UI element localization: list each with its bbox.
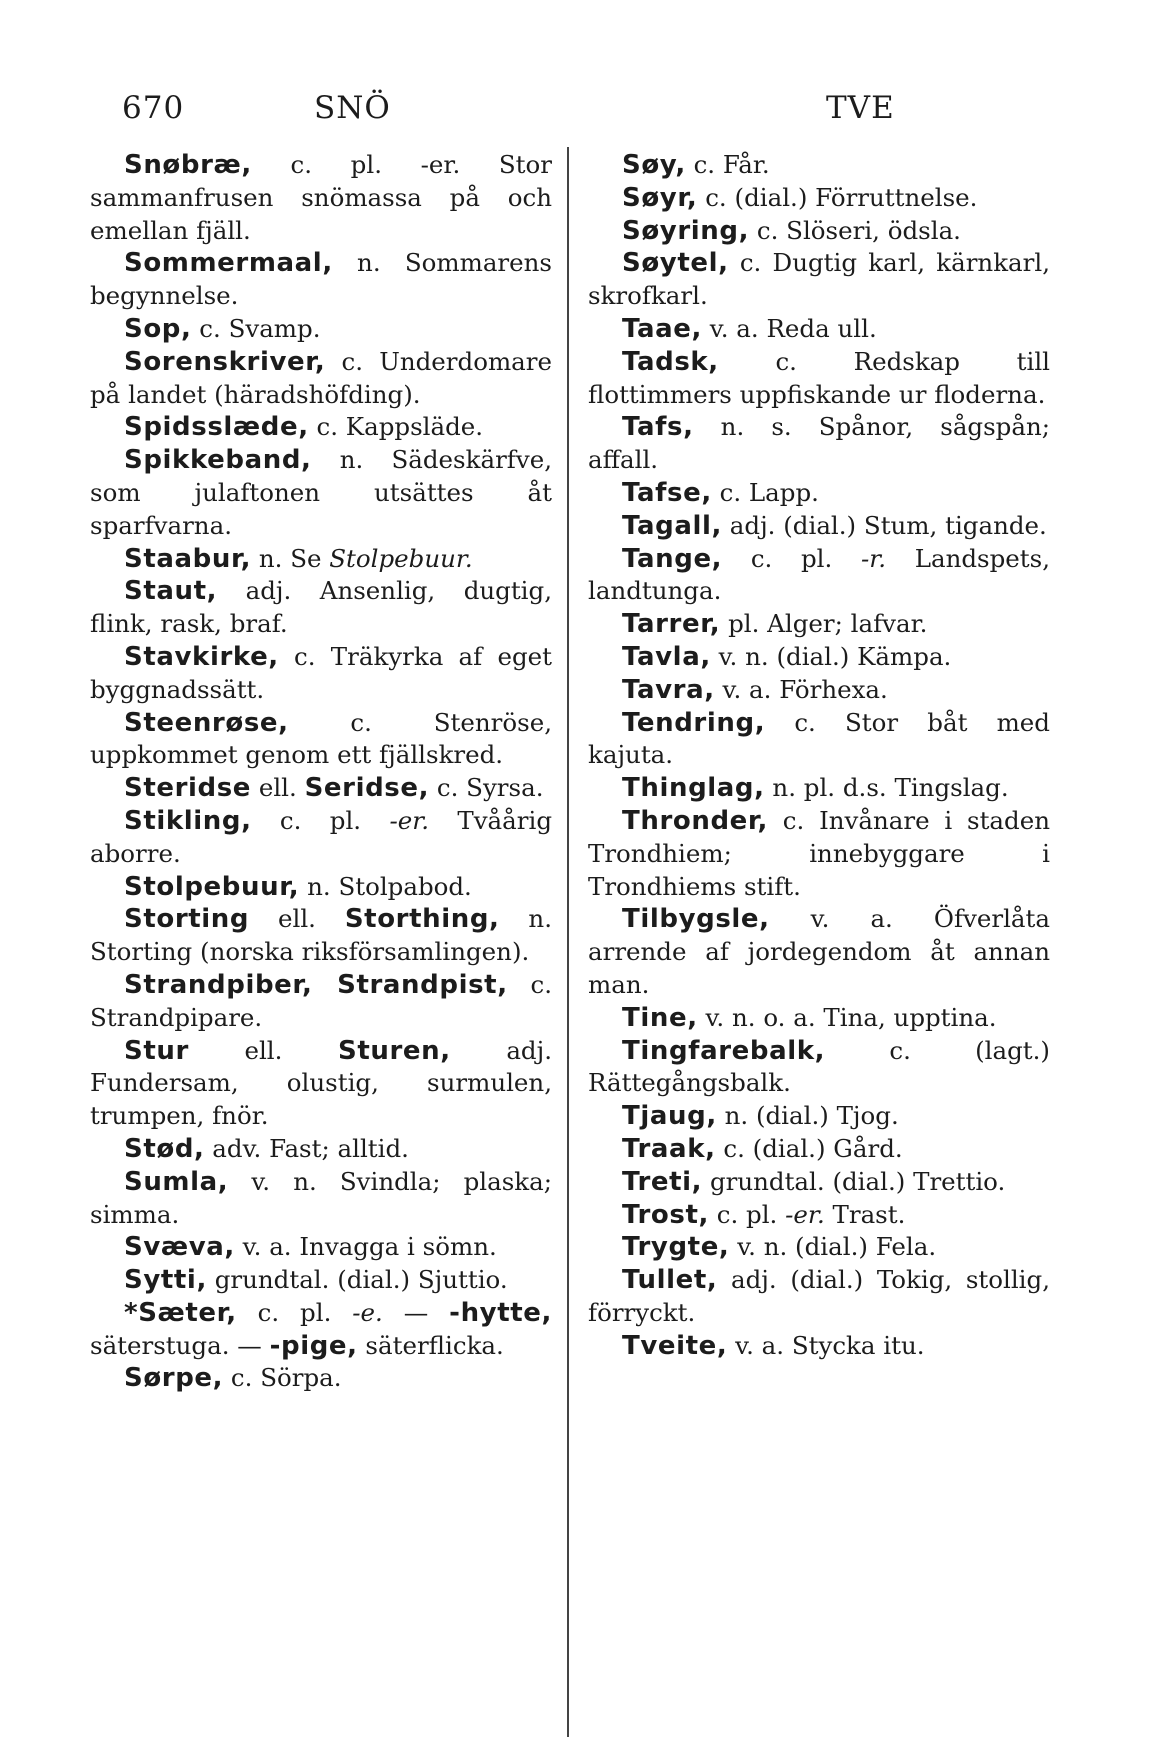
definition-text: v. n. o. a. Tina, upptina.	[697, 1002, 997, 1032]
page-header	[88, 90, 1064, 134]
dictionary-entry	[90, 1133, 552, 1166]
definition-text: c. Strandpipare.	[90, 969, 552, 1032]
headword: Stur	[124, 1035, 189, 1066]
headword: Staabur,	[124, 543, 252, 574]
dictionary-entry	[90, 543, 552, 576]
dictionary-entry	[90, 149, 552, 247]
definition-text: grundtal. (dial.) Sjuttio.	[206, 1265, 508, 1295]
definition-text: v. a. Förhexa.	[714, 674, 888, 704]
headword: Tendring,	[622, 707, 766, 738]
definition-text: pl. Alger; lafvar.	[720, 609, 928, 639]
italic-text: Stolpebuur.	[329, 543, 473, 573]
dictionary-entry	[588, 1035, 1050, 1101]
headword: Staut,	[124, 576, 218, 607]
definition-text: ell.	[249, 904, 345, 934]
definition-text: c. Syrsa.	[429, 773, 544, 803]
headword: Tjaug,	[622, 1101, 717, 1132]
definition-text: grundtal. (dial.) Trettio.	[702, 1166, 1006, 1196]
definition-text: c. (lagt.) Rättegångsbalk.	[588, 1035, 1050, 1098]
definition-text: v. a. Reda ull.	[701, 313, 877, 343]
italic-text: -e.	[352, 1297, 383, 1327]
headword: Sytti,	[124, 1265, 207, 1296]
italic-text: -er.	[785, 1199, 825, 1229]
definition-text: Tvåårig aborre.	[90, 805, 552, 868]
headword: Sop,	[124, 313, 192, 344]
headword: Sommermaal,	[124, 248, 333, 279]
dictionary-entry	[90, 707, 552, 773]
dictionary-entry	[90, 313, 552, 346]
headword: Treti,	[622, 1166, 703, 1197]
headword: Storting	[124, 904, 250, 935]
headword: Tafs,	[622, 412, 694, 443]
headword: Storthing,	[344, 904, 500, 935]
definition-text: c. Får.	[685, 150, 770, 179]
right-column	[588, 149, 1050, 1362]
headword: Stavkirke,	[124, 641, 279, 672]
dictionary-entry	[588, 149, 1050, 182]
dictionary-entry	[90, 1166, 552, 1232]
dictionary-entry	[90, 411, 552, 444]
definition-text: säterflicka.	[357, 1330, 504, 1360]
definition-text: n. s. Spånor, sågspån; affall.	[588, 412, 1050, 475]
dictionary-entry	[588, 1330, 1050, 1363]
definition-text: c. pl.	[236, 1297, 353, 1327]
headword: -hytte,	[449, 1297, 552, 1328]
definition-text: säterstuga. —	[90, 1330, 270, 1360]
italic-text: -r.	[860, 543, 887, 573]
definition-text: n. Sädeskärfve, som julaftonen utsättes åt sparfvarna.	[90, 445, 552, 540]
column-divider	[567, 147, 569, 1737]
headword: Tarrer,	[622, 609, 721, 640]
definition-text: c. pl.	[251, 805, 390, 835]
headword: Taae,	[622, 313, 702, 344]
dictionary-entry	[588, 477, 1050, 510]
definition-text: c. Invånare i staden Trondhiem; innebyggare i Trondhiems stift.	[588, 805, 1050, 901]
headword: Tingfarebalk,	[622, 1035, 826, 1066]
dictionary-entry	[90, 641, 552, 707]
definition-text: c. Underdomare på landet (häradshöfding).	[90, 346, 552, 409]
dictionary-entry	[588, 1100, 1050, 1133]
definition-text: n. Se	[251, 543, 330, 573]
left-column	[90, 149, 552, 1395]
headword: Tafse,	[622, 477, 712, 508]
headword: Traak,	[622, 1133, 716, 1164]
definition-text: n. Stolpabod.	[299, 871, 472, 901]
definition-text: c. Stenröse, uppkommet genom ett fjällskred.	[90, 707, 552, 770]
definition-text: Landspets, landtunga.	[588, 543, 1050, 606]
headword: Søyr,	[622, 182, 698, 213]
definition-text: c. (dial.) Förruttnelse.	[697, 182, 978, 212]
dictionary-entry	[588, 346, 1050, 412]
headword: Tavra,	[622, 674, 715, 705]
headword: Tadsk,	[622, 346, 719, 377]
headword: Søyring,	[622, 215, 750, 246]
definition-text: n. pl. d.s. Tingslag.	[764, 773, 1009, 803]
dictionary-entry	[588, 510, 1050, 543]
dictionary-entry	[588, 1002, 1050, 1035]
dictionary-entry	[588, 182, 1050, 215]
dictionary-entry	[90, 903, 552, 969]
definition-text: v. a. Öfverlåta arrende af jordegendom åt annan man.	[588, 904, 1050, 999]
definition-text: adv. Fast; alltid.	[204, 1133, 409, 1163]
headword: Steenrøse,	[124, 707, 289, 738]
dictionary-entry	[90, 969, 552, 1035]
headword: Stød,	[124, 1133, 205, 1164]
definition-text: c. pl.	[722, 543, 861, 573]
dictionary-entry	[90, 444, 552, 542]
dictionary-entry	[588, 805, 1050, 903]
dictionary-entry	[588, 1166, 1050, 1199]
headword: Stolpebuur,	[124, 871, 300, 902]
headword: Søytel,	[622, 248, 729, 279]
dictionary-entry	[588, 1133, 1050, 1166]
dictionary-entry	[90, 1231, 552, 1264]
headword: Tavla,	[622, 641, 711, 672]
headword: Tange,	[622, 543, 723, 574]
headword: -pige,	[269, 1330, 358, 1361]
dictionary-entry	[588, 247, 1050, 313]
definition-text: adj. (dial.) Stum, tigande.	[722, 510, 1047, 540]
definition-text: Trast.	[824, 1199, 906, 1229]
definition-text: c. Dugtig karl, kärnkarl, skrofkarl.	[588, 248, 1050, 311]
definition-text: adj. Fundersam, olustig, surmulen, trumpen, fnör.	[90, 1035, 552, 1131]
dictionary-entry	[588, 543, 1050, 609]
headword: Tilbygsle,	[622, 904, 770, 935]
dictionary-entry	[588, 903, 1050, 1001]
definition-text: c. (dial.) Gård.	[715, 1133, 903, 1163]
definition-text: c. Slöseri, ödsla.	[749, 215, 961, 245]
headword: Trost,	[622, 1199, 709, 1230]
definition-text: c. Svamp.	[191, 313, 321, 343]
dictionary-entry	[90, 772, 552, 805]
headword: Tullet,	[622, 1265, 718, 1296]
dictionary-entry	[588, 215, 1050, 248]
definition-text: v. a. Invagga i sömn.	[234, 1232, 497, 1262]
headword: Trygte,	[622, 1232, 730, 1263]
definition-text: adj. Ansenlig, dugtig, flink, rask, braf.	[90, 576, 552, 639]
headword: Steridse	[124, 773, 252, 804]
dictionary-entry	[90, 346, 552, 412]
dictionary-entry	[90, 805, 552, 871]
right-guide-word: TVE	[826, 90, 895, 126]
headword: Spikkeband,	[124, 445, 312, 476]
dictionary-entry	[588, 1231, 1050, 1264]
definition-text: c. pl. -er. Stor sammanfrusen snömassa på och emellan fjäll.	[90, 150, 552, 245]
definition-text: v. a. Stycka itu.	[727, 1330, 925, 1360]
definition-text: c. Lapp.	[711, 477, 819, 507]
headword: Svæva,	[124, 1232, 235, 1263]
headword: Sorenskriver,	[124, 346, 326, 377]
dictionary-entry	[90, 1297, 552, 1363]
headword: Seridse,	[304, 773, 430, 804]
headword: Snøbræ,	[124, 150, 252, 180]
dictionary-entry	[90, 575, 552, 641]
headword: Sturen,	[338, 1035, 451, 1066]
dictionary-entry	[588, 313, 1050, 346]
definition-text: v. n. Svindla; plaska; simma.	[90, 1166, 552, 1229]
definition-text: c. Träkyrka af eget byggnadssätt.	[90, 641, 552, 704]
headword: Thronder,	[622, 805, 768, 836]
dictionary-entry	[90, 1035, 552, 1133]
definition-text: n. Storting (norska riksförsamlingen).	[90, 904, 552, 967]
definition-text: c. Stor båt med kajuta.	[588, 707, 1050, 770]
dictionary-entry	[588, 1199, 1050, 1232]
headword: Strandpiber, Strandpist,	[124, 969, 508, 1000]
definition-text: —	[382, 1297, 450, 1327]
dictionary-entry	[588, 641, 1050, 674]
headword: *Sæter,	[124, 1297, 237, 1328]
definition-text: v. n. (dial.) Kämpa.	[710, 641, 952, 671]
definition-text: c. Kappsläde.	[308, 412, 484, 442]
definition-text: ell.	[251, 773, 305, 803]
definition-text: n. Sommarens begynnelse.	[90, 248, 552, 311]
headword: Spidsslæde,	[124, 412, 309, 443]
left-guide-word: SNÖ	[314, 90, 391, 126]
dictionary-entry	[588, 608, 1050, 641]
definition-text: adj. (dial.) Tokig, stollig, förryckt.	[588, 1265, 1050, 1327]
dictionary-entry	[90, 247, 552, 313]
headword: Tagall,	[622, 510, 722, 541]
definition-text: n. (dial.) Tjog.	[716, 1101, 899, 1131]
definition-text: c. pl.	[708, 1199, 786, 1229]
headword: Sørpe,	[124, 1363, 224, 1394]
headword: Tine,	[622, 1002, 698, 1033]
definition-text: c. Sörpa.	[223, 1363, 342, 1393]
headword: Stikling,	[124, 805, 252, 836]
italic-text: -er.	[389, 805, 430, 835]
dictionary-entry	[588, 674, 1050, 707]
headword: Søy,	[622, 150, 686, 180]
dictionary-entry	[90, 871, 552, 904]
definition-text: v. n. (dial.) Fela.	[729, 1232, 937, 1262]
dictionary-entry	[90, 1264, 552, 1297]
headword: Sumla,	[124, 1166, 229, 1197]
definition-text: c. Redskap till flottimmers uppfiskande ur floderna.	[588, 346, 1050, 409]
dictionary-entry	[90, 1362, 552, 1395]
headword: Thinglag,	[622, 773, 765, 804]
dictionary-entry	[588, 1264, 1050, 1330]
dictionary-entry	[588, 707, 1050, 773]
dictionary-entry	[588, 411, 1050, 477]
dictionary-entry	[588, 772, 1050, 805]
definition-text: ell.	[188, 1035, 339, 1065]
page-number: 670	[122, 90, 185, 126]
headword: Tveite,	[622, 1330, 728, 1361]
